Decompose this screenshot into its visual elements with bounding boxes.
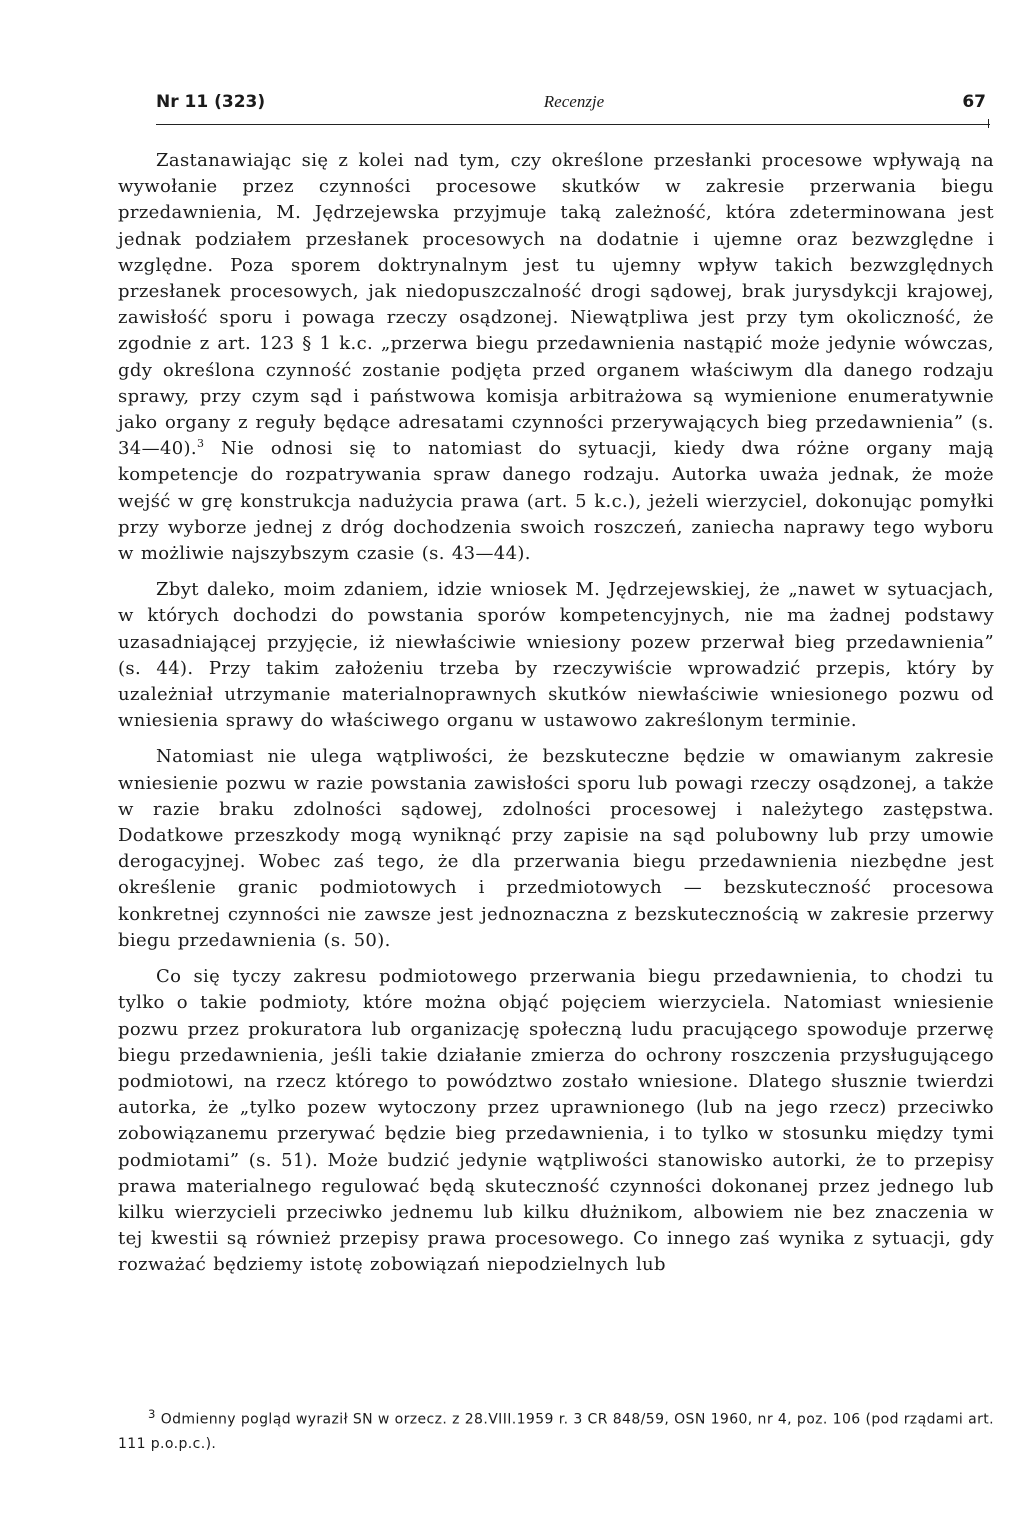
paragraph-1-text: Zastanawiając się z kolei nad tym, czy określone przesłanki procesowe wpływają na wywołanie przez czynności procesowe skutków w zakresie przerwania biegu przedawnienia, M. Jędrzejewska przyjmuje taką zależność, która zdeterminowana jest jednak podziałem przesłanek procesowych na dodatnie i ujemne oraz bezwzględne i względne. Poza sporem doktrynalnym jest tu ujemny wpływ takich bezwzględnych przesłanek procesowych, jak niedopuszczalność drogi sądowej, brak jurysdykcji krajowej, zawisłość sporu i powaga rzeczy osądzonej. Niewątpliwa jest przy tym okoliczność, że zgodnie z art. 123 § 1 k.c. „przerwa biegu przedawnienia nastąpić może jedynie wówczas, gdy określona czynność zostanie podjęta przed organem właściwym dla danego rodzaju sprawy, przy czym sąd i państwowa komisja arbitrażowa są wymienione enumeratywnie jako organy z reguły będące adresatami czynności przerywających bieg przedawnienia” (s. 34—40). <box>118 150 994 460</box>
article-body <box>118 148 994 1289</box>
issue-number: Nr 11 (323) <box>156 92 266 112</box>
paragraph-1 <box>118 148 994 567</box>
running-header <box>156 86 992 114</box>
paragraph-4: Co się tyczy zakresu podmiotowego przerwania biegu przedawnienia, to chodzi tu tylko o takie podmioty, które można objąć pojęciem wierzyciela. Natomiast wniesienie pozwu przez prokuratora lub organizację społeczną ludu pracującego spowoduje przerwę biegu przedawnienia, jeśli takie działanie zmierza do ochrony roszczenia przysługującego podmiotowi, na rzecz którego to powództwo zostało wniesione. Dlatego słusznie twierdzi autorka, że „tylko pozew wytoczony przez uprawnionego (lub na jego rzecz) przeciwko zobowiązanemu przerywać będzie bieg przedawnienia, i to tylko w stosunku między tymi podmiotami” (s. 51). Może budzić jedynie wątpliwości stanowisko autorki, że to przepisy prawa materialnego regulować będą skuteczność czynności dokonanej przez jednego lub kilku wierzycieli przeciwko jednemu lub kilku dłużnikom, albowiem nie bez znaczenia w tej kwestii są również przepisy prawa procesowego. Co innego zaś wynika z sytuacji, gdy rozważać będziemy istotę zobowiązań niepodzielnych lub <box>118 966 994 1276</box>
paragraph-3: Natomiast nie ulega wątpliwości, że bezskuteczne będzie w omawianym zakresie wniesienie pozwu w razie powstania zawisłości sporu lub powagi rzeczy osądzonej, a także w razie braku zdolności sądowej, zdolności procesowej i należytego zastępstwa. Dodatkowe przeszkody mogą wyniknąć przy zapisie na sąd polubowny lub przy umowie derogacyjnej. Wobec zaś tego, że dla przerwania biegu przedawnienia niezbędne jest określenie granic podmiotowych i przedmiotowych — bezskuteczność procesowa konkretnej czynności nie zawsze jest jednoznaczna z bezskutecznością w zakresie przerwy biegu przedawnienia (s. 50). <box>118 746 994 951</box>
footnote <box>118 1402 994 1456</box>
footnote-mark: 3 <box>148 1407 156 1421</box>
page-number: 67 <box>962 92 986 112</box>
paragraph-1-tail: Nie odnosi się to natomiast do sytuacji, kiedy dwa różne organy mają kompetencje do rozpatrywania spraw danego rodzaju. Autorka uważa jednak, że może wejść w grę konstrukcja nadużycia prawa (art. 5 k.c.), jeżeli wierzyciel, dokonując pomyłki przy wyborze jednej z dróg dochodzenia swoich roszczeń, zaniecha naprawy tego wyboru w możliwie najszybszym czasie (s. 43—44). <box>118 438 994 565</box>
footnote-reference: 3 <box>197 437 205 451</box>
paragraph-2: Zbyt daleko, moim zdaniem, idzie wniosek M. Jędrzejewskiej, że „nawet w sytuacjach, w których dochodzi do powstania sporów kompetencyjnych, nie ma żadnej podstawy uzasadniającej przyjęcie, iż niewłaściwie wniesiony pozew przerwał bieg przedawnienia” (s. 44). Przy takim założeniu trzeba by rzeczywiście wprowadzić przepis, który by uzależniał utrzymanie materialnoprawnych skutków niewłaściwie wniesionego pozwu od wniesienia sprawy do właściwego organu w ustawowo zakreślonym terminie. <box>118 579 994 732</box>
section-title: Recenzje <box>543 92 605 111</box>
header-rule <box>156 124 990 125</box>
header-rule-end <box>988 119 989 128</box>
footnote-text: Odmienny pogląd wyraził SN w orzecz. z 28.VIII.1959 r. 3 CR 848/59, OSN 1960, nr 4, poz. 106 (pod rządami art. 111 p.o.p.c.). <box>118 1411 994 1452</box>
